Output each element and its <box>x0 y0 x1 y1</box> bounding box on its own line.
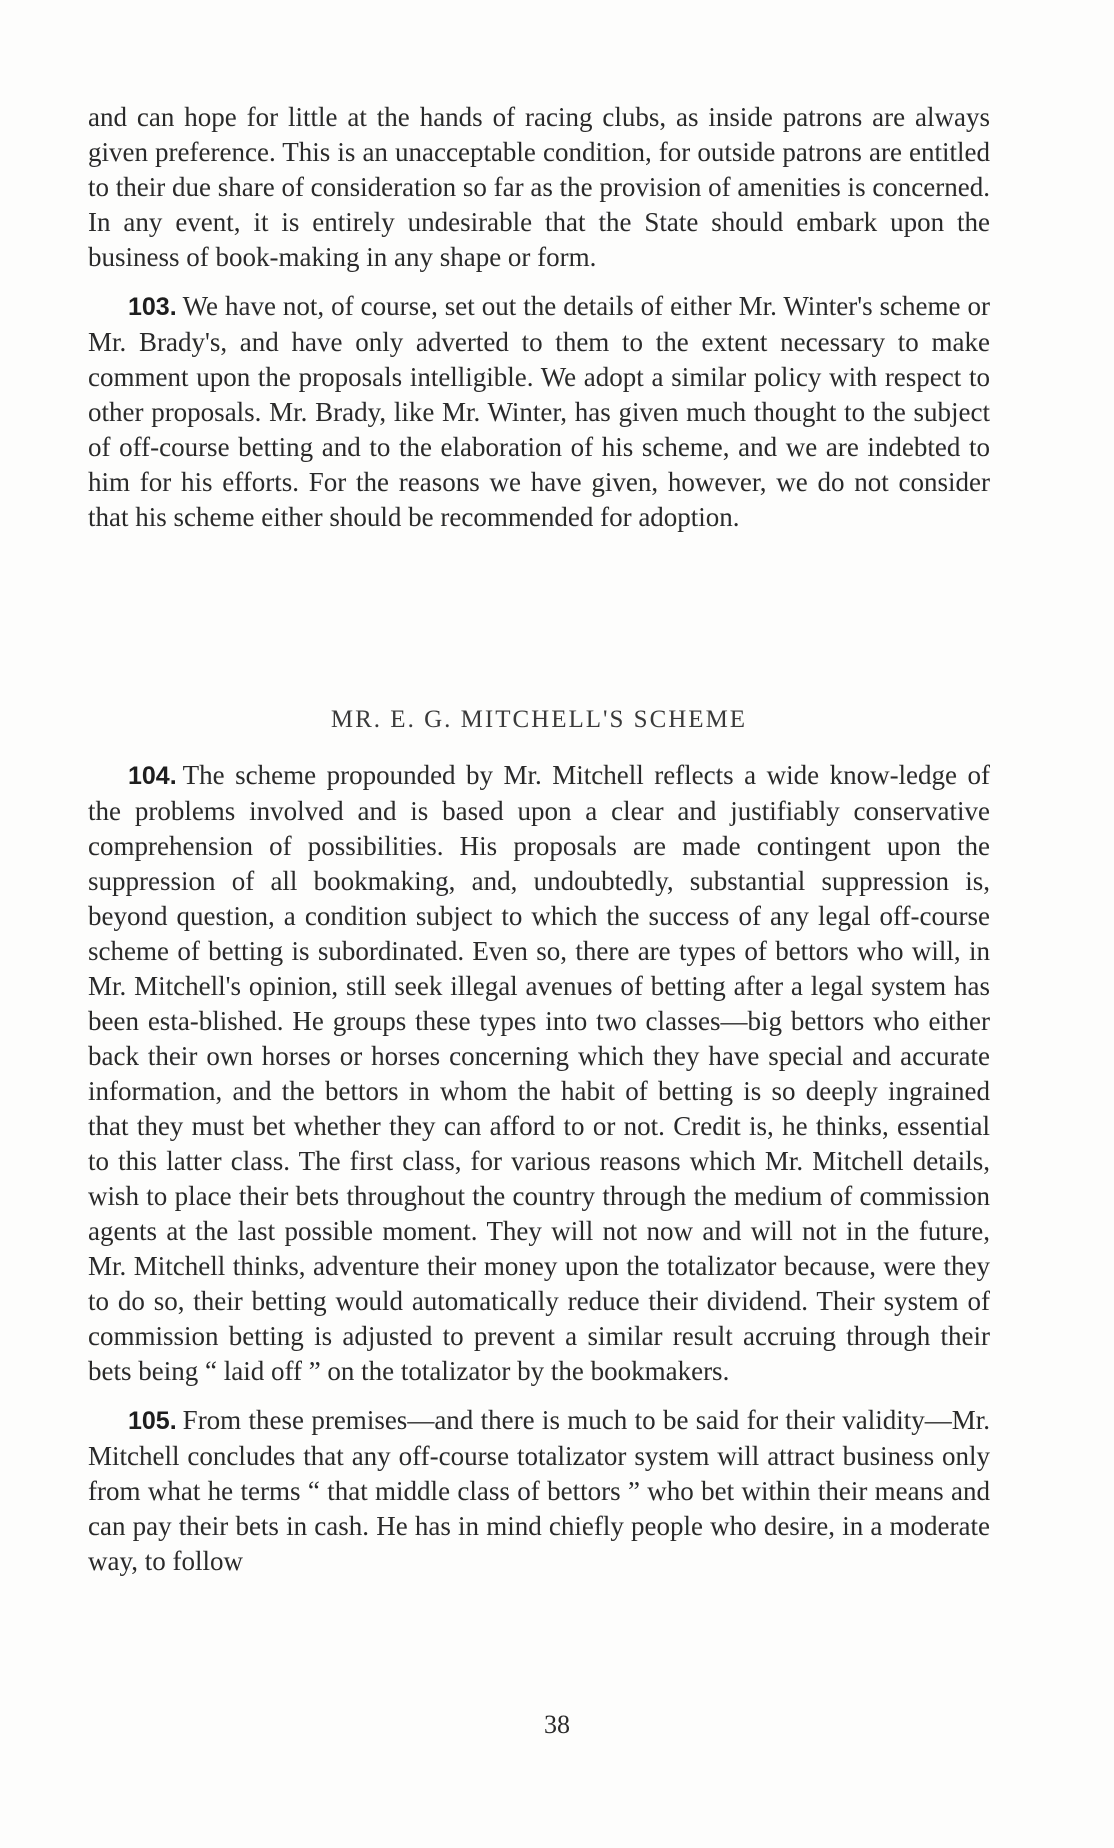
paragraph-104-number: 104. <box>128 762 177 790</box>
paragraph-103-text: We have not, of course, set out the details of either Mr. Winter's scheme or Mr. Brady's, and have only adverted to them to the extent necessary to make comment upon the proposals intelligible. We adopt a similar policy with respect to other proposals. Mr. Brady, like Mr. Winter, has given much thought to the subject of off-course betting and to the elaboration of his scheme, and we are indebted to him for his efforts. For the reasons we have given, however, we do not consider that his scheme either should be recommended for adoption. <box>88 291 990 532</box>
body-text-upper <box>88 100 990 535</box>
paragraph-105-text: From these premises—and there is much to be said for their validity—Mr. Mitchell concludes that any off-course totalizator system will attract business only from what he terms “ that middle class of bettors ” who bet within their means and can pay their bets in cash. He has in mind chiefly people who desire, in a moderate way, to follow <box>88 1405 990 1576</box>
paragraph-104 <box>88 758 990 1389</box>
paragraph-105 <box>88 1403 990 1579</box>
paragraph-105-number: 105. <box>128 1407 177 1435</box>
page-number: 38 <box>544 1710 570 1739</box>
paragraph-103-number: 103. <box>128 293 177 321</box>
body-text-lower <box>88 758 990 1579</box>
paragraph-104-text: The scheme propounded by Mr. Mitchell reflects a wide know-ledge of the problems involved and is based upon a clear and justifiably conservative comprehension of possibilities. His proposals are made contingent upon the suppression of all bookmaking, and, undoubtedly, substantial suppression is, beyond question, a condition subject to which the success of any legal off-course scheme of betting is subordinated. Even so, there are types of bettors who will, in Mr. Mitchell's opinion, still seek illegal avenues of betting after a legal system has been esta-blished. He groups these types into two classes—big bettors who either back their own horses or horses concerning which they have special and accurate information, and the bettors in whom the habit of betting is so deeply ingrained that they must bet whether they can afford to or not. Credit is, he thinks, essential to this latter class. The first class, for various reasons which Mr. Mitchell details, wish to place their bets throughout the country through the medium of commission agents at the last possible moment. They will not now and will not in the future, Mr. Mitchell thinks, adventure their money upon the totalizator because, were they to do so, their betting would automatically reduce their dividend. Their system of commission betting is adjusted to prevent a similar result accruing through their bets being “ laid off ” on the totalizator by the bookmakers. <box>88 760 990 1386</box>
paragraph-103 <box>88 289 990 535</box>
section-heading: MR. E. G. MITCHELL'S SCHEME <box>330 706 748 733</box>
intro-paragraph: and can hope for little at the hands of racing clubs, as inside patrons are always given preference. This is an unacceptable condition, for outside patrons are entitled to their due share of consideration so far as the provision of amenities is concerned. In any event, it is entirely undesirable that the State should embark upon the business of book-making in any shape or form. <box>88 102 990 272</box>
